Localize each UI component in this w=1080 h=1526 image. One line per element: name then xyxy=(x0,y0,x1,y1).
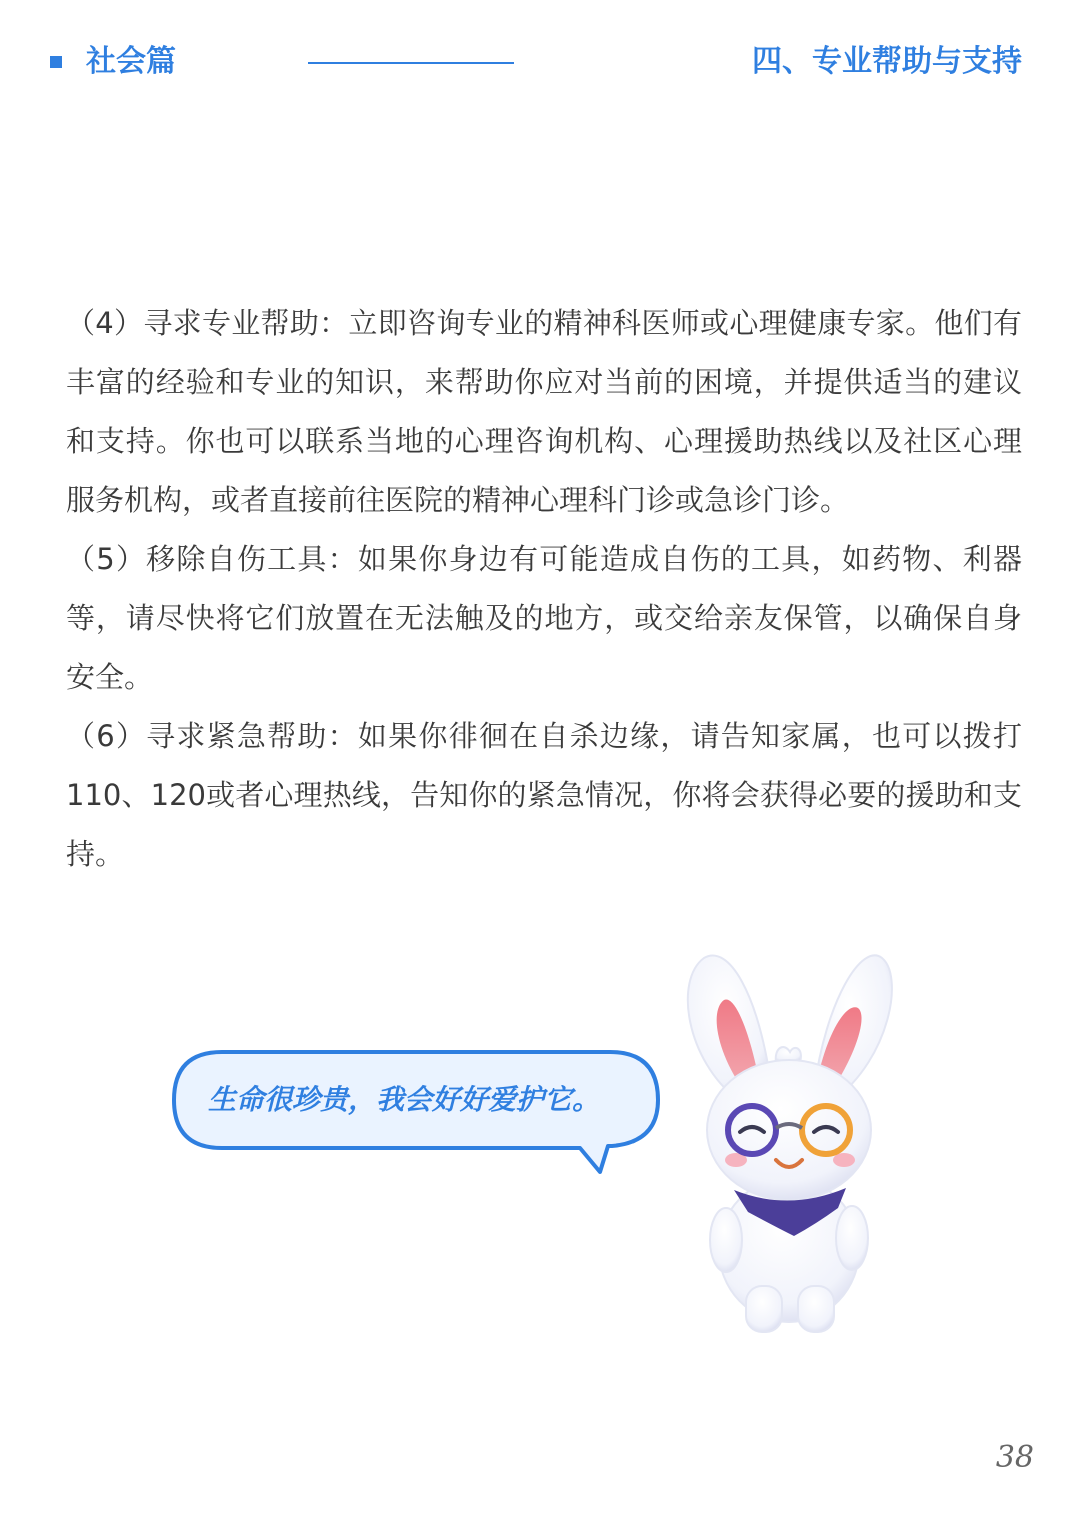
paragraph-emergency-help: （6）寻求紧急帮助：如果你徘徊在自杀边缘，请告知家属，也可以拨打110、120或者心理热线，告知你的紧急情况，你将会获得必要的援助和支持。 xyxy=(66,719,1022,871)
paragraph-remove-tools: （5）移除自伤工具：如果你身边有可能造成自伤的工具，如药物、利器等，请尽快将它们放置在无法触及的地方，或交给亲友保管，以确保自身安全。 xyxy=(66,542,1022,694)
header-divider xyxy=(308,62,514,64)
rabbit-mascot-icon xyxy=(676,950,906,1340)
speech-bubble xyxy=(172,1050,660,1150)
paragraph-professional-help: （4）寻求专业帮助：立即咨询专业的精神科医师或心理健康专家。他们有丰富的经验和专业的知识，来帮助你应对当前的困境，并提供适当的建议和支持。你也可以联系当地的心理咨询机构、心理援助热线以及社区心理服务机构，或者直接前往医院的精神心理科门诊或急诊门诊。 xyxy=(66,306,1022,517)
chapter-title: 四、专业帮助与支持 xyxy=(752,44,1022,79)
section-label: 社会篇 xyxy=(86,44,176,79)
speech-bubble-text: 生命很珍贵，我会好好爱护它。 xyxy=(208,1083,601,1116)
page-number: 38 xyxy=(995,1440,1034,1475)
body-text xyxy=(66,294,1022,884)
header-marker-icon xyxy=(50,56,62,68)
